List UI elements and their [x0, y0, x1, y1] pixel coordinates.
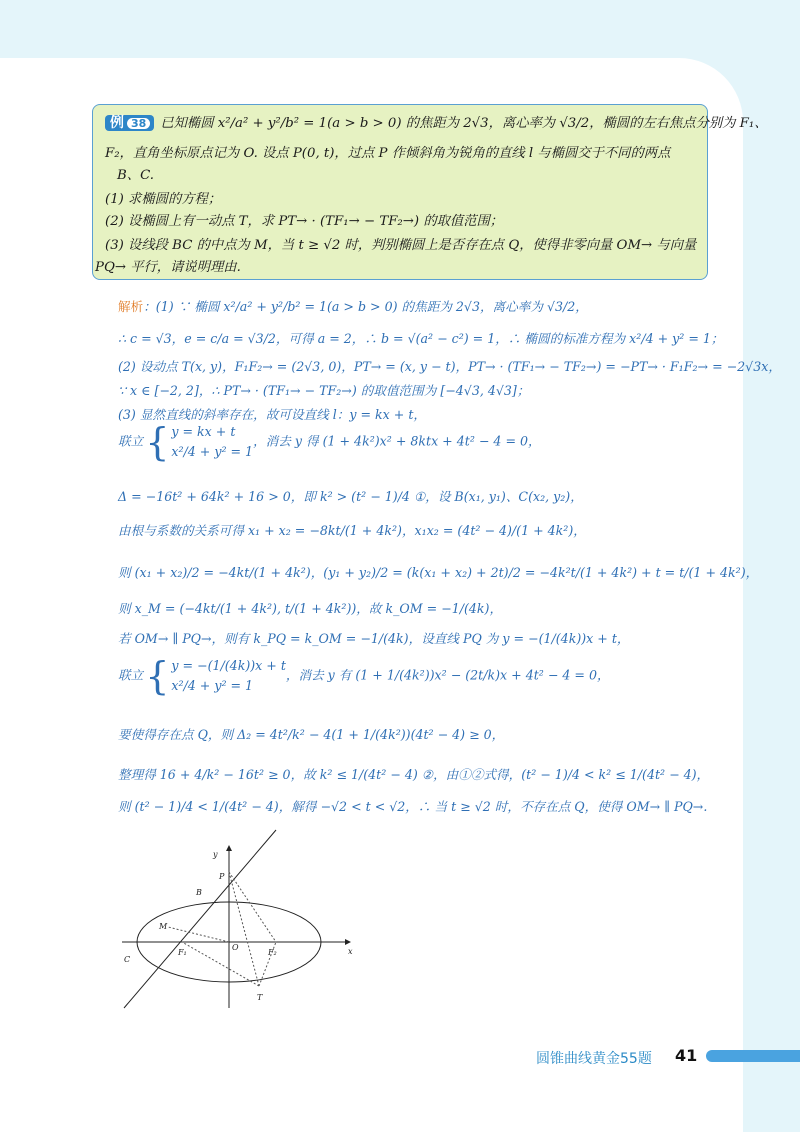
label-C: C: [124, 955, 131, 964]
label-F2: F₂: [268, 948, 277, 957]
question-3-line-2: PQ→ 平行，请说明理由.: [95, 260, 241, 275]
solution-line-2: ∴ c = √3，e = c/a = √3/2，可得 a = 2，∴ b = √(a² − c²) = 1，∴ 椭圆的标准方程为 x²/4 + y² = 1；: [118, 331, 724, 346]
system-1: 联立{ y = kx + t x²/4 + y² = 1，消去 y 得 (1 + 4k²)x² + 8ktx + 4t² − 4 = 0，: [118, 420, 541, 464]
line-l: [124, 830, 276, 1008]
problem-line-2: F₂，直角坐标原点记为 O. 设点 P(0, t)，过点 P 作倾斜角为锐角的直线 l 与椭圆交于不同的两点: [105, 146, 671, 161]
question-3-line-1: (3) 设线段 BC 的中点为 M，当 t ≥ √2 时，判别椭圆上是否存在点 Q，使得非零向量 OM→ 与向量: [105, 238, 697, 253]
solution-line-10: 若 OM→ ∥ PQ→，则有 k_PQ = k_OM = −1/(4k)，设直线 PQ 为 y = −(1/(4k))x + t，: [118, 631, 630, 646]
system-1-eq-b: x²/4 + y² = 1: [171, 444, 254, 459]
page-number: 41: [675, 1046, 698, 1065]
solution-line-3: (2) 设动点 T(x, y)，F₁F₂→ = (2√3, 0)，PT→ = (x, y − t)，PT→ · (TF₁→ − TF₂→) = −PT→ · F₁F₂→ = −2√3x，: [118, 359, 781, 374]
solution-line-7: 由根与系数的关系可得 x₁ + x₂ = −8kt/(1 + 4k²)，x₁x₂ = (4t² − 4)/(1 + 4k²)，: [118, 523, 586, 538]
solution-line-9: 则 x_M = (−4kt/(1 + 4k²), t/(1 + 4k²))，故 k_OM = −1/(4k)，: [118, 601, 503, 616]
label-P: P: [219, 872, 225, 881]
solution-line-12: 整理得 16 + 4/k² − 16t² ≥ 0，故 k² ≤ 1/(4t² − 4) ②，由①②式得，(t² − 1)/4 < k² ≤ 1/(4t² − 4)，: [118, 767, 710, 782]
ellipse-figure: [112, 822, 362, 1010]
label-B: B: [196, 888, 202, 897]
footer-accent-bar: [706, 1050, 800, 1062]
book-title: 圆锥曲线黄金55题: [536, 1051, 652, 1067]
solution-line-8: 则 (x₁ + x₂)/2 = −4kt/(1 + 4k²)，(y₁ + y₂)/2 = (k(x₁ + x₂) + 2t)/2 = −4k²t/(1 + 4k²) + t = t/(1 + 4k²)，: [118, 565, 759, 580]
label-x: x: [348, 947, 353, 956]
solution-line-13: 则 (t² − 1)/4 < 1/(4t² − 4)，解得 −√2 < t < √2，∴ 当 t ≥ √2 时，不存在点 Q，使得 OM→ ∥ PQ→.: [118, 799, 708, 814]
problem-box: [92, 104, 768, 280]
solution-line-1: 解析：(1) ∵ 椭圆 x²/a² + y²/b² = 1(a > b > 0) 的焦距为 2√3，离心率为 √3/2，: [118, 299, 588, 314]
label-M: M: [159, 922, 168, 931]
solution-line-11: 要使得存在点 Q，则 Δ₂ = 4t²/k² − 4(1 + 1/(4k²))(4t² − 4) ≥ 0，: [118, 727, 505, 742]
label-O: O: [232, 943, 239, 952]
question-1: (1) 求椭圆的方程；: [105, 192, 222, 207]
problem-line-3: B、C.: [117, 168, 154, 183]
example-badge: 例 38: [105, 115, 154, 131]
solution-line-5: (3) 显然直线的斜率存在，故可设直线 l：y = kx + t，: [118, 407, 426, 422]
system-2-eq-a: y = −(1/(4k))x + t: [171, 658, 286, 673]
example-number: 38: [127, 118, 150, 129]
label-y: y: [213, 850, 218, 859]
solution-label: 解析: [118, 299, 144, 314]
segment-PF2: [229, 872, 276, 942]
solution-line-4: ∵ x ∈ [−2, 2]，∴ PT→ · (TF₁→ − TF₂→) 的取值范围为 [−4√3, 4√3]；: [118, 383, 530, 398]
system-2: 联立{ y = −(1/(4k))x + t x²/4 + y² = 1，消去 y 有 (1 + 1/(4k²))x² − (2t/k)x + 4t² − 4 = 0，: [118, 654, 610, 698]
system-2-eq-b: x²/4 + y² = 1: [171, 678, 254, 693]
label-T: T: [257, 993, 263, 1002]
segment-PT: [229, 872, 259, 986]
segment-OM: [168, 927, 229, 942]
system-1-eq-a: y = kx + t: [171, 424, 236, 439]
problem-line-1: 例 38 已知椭圆 x²/a² + y²/b² = 1(a > b > 0) 的焦距为 2√3，离心率为 √3/2，椭圆的左右焦点分别为 F₁、: [105, 115, 768, 131]
question-2: (2) 设椭圆上有一动点 T，求 PT→ · (TF₁→ − TF₂→) 的取值范围；: [105, 214, 504, 229]
label-F1: F₁: [178, 948, 187, 957]
solution-line-6: Δ = −16t² + 64k² + 16 > 0，即 k² > (t² − 1)/4 ①，设 B(x₁, y₁)、C(x₂, y₂)，: [118, 489, 583, 504]
